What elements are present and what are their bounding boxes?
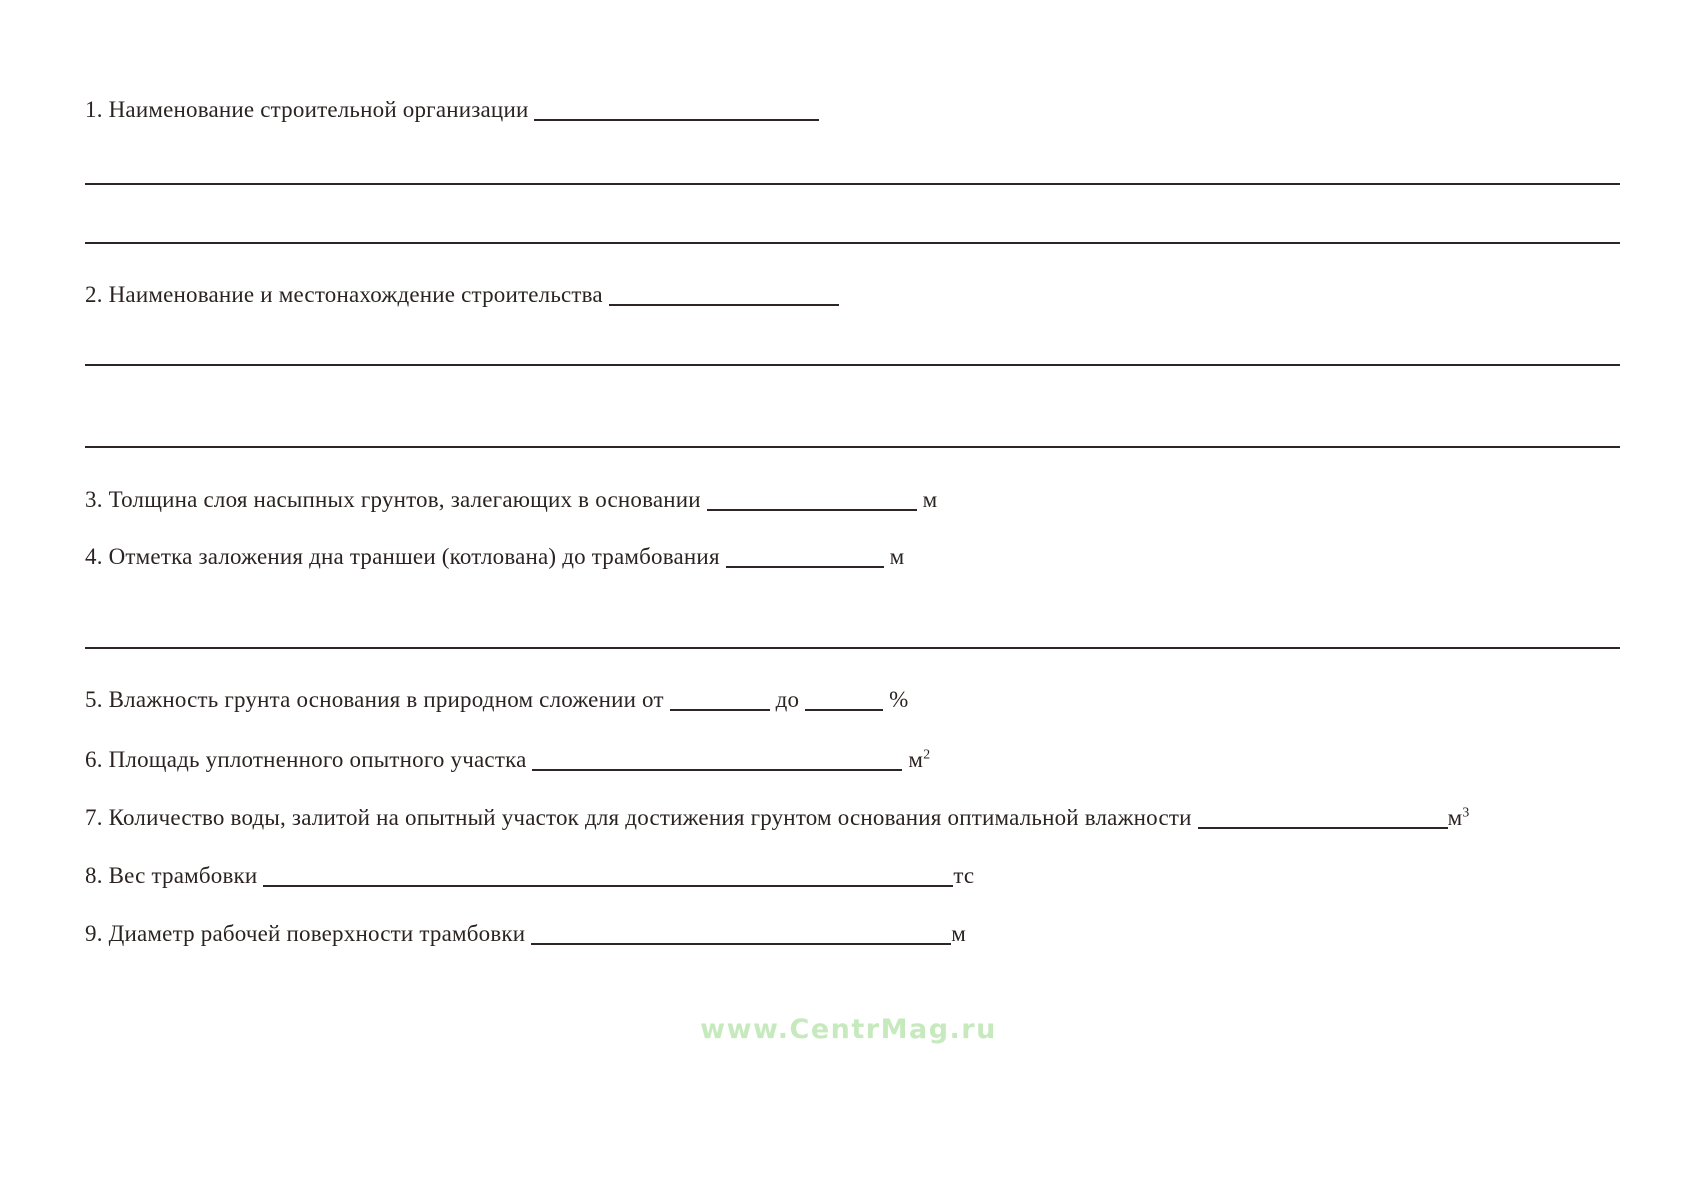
form-line-trench-bottom-elevation xyxy=(85,543,904,571)
form-line-compacted-area xyxy=(85,746,930,774)
fill-in-blank xyxy=(609,281,839,306)
fill-in-blank xyxy=(707,486,917,511)
blank-writing-line xyxy=(85,647,1620,649)
form-line-text: 8. Вес трамбовки xyxy=(85,863,264,888)
centrmag-watermark: www.CentrMag.ru xyxy=(700,1014,997,1045)
form-line-org-name xyxy=(85,96,819,124)
form-line-text: м xyxy=(916,487,938,512)
fill-in-blank xyxy=(726,543,884,568)
fill-in-blank xyxy=(532,746,902,771)
form-line-water-amount xyxy=(85,804,1469,832)
form-line-text: 5. Влажность грунта основания в природном сложении от xyxy=(85,687,670,712)
fill-in-blank xyxy=(805,686,883,711)
blank-writing-line xyxy=(85,446,1620,448)
form-line-rammer-diameter xyxy=(85,920,966,948)
form-line-fill-soil-thickness xyxy=(85,486,937,514)
form-line-text: м xyxy=(951,921,966,946)
fill-in-blank xyxy=(534,96,819,121)
form-line-text: % xyxy=(883,687,909,712)
form-line-text: тс xyxy=(953,863,975,888)
form-line-text: 7. Количество воды, залитой на опытный участок для достижения грунтом основания оптимальной влажности xyxy=(85,805,1198,830)
form-line-soil-moisture-range xyxy=(85,686,908,714)
form-line-text: 3. Толщина слоя насыпных грунтов, залегающих в основании xyxy=(85,487,707,512)
fill-in-blank xyxy=(263,862,953,887)
form-line-text: м xyxy=(902,747,924,772)
blank-writing-line xyxy=(85,183,1620,185)
form-line-text: 6. Площадь уплотненного опытного участка xyxy=(85,747,533,772)
form-line-text: 2. Наименование и местонахождение строительства xyxy=(85,282,609,307)
form-line-text: 4. Отметка заложения дна траншеи (котлована) до трамбования xyxy=(85,544,726,569)
form-line-text: 9. Диаметр рабочей поверхности трамбовки xyxy=(85,921,532,946)
fill-in-blank xyxy=(1198,804,1448,829)
blank-writing-line xyxy=(85,364,1620,366)
unit-superscript: 2 xyxy=(923,746,931,762)
form-line-text: м xyxy=(883,544,905,569)
fill-in-blank xyxy=(531,920,951,945)
fill-in-blank xyxy=(670,686,770,711)
unit-superscript: 3 xyxy=(1462,804,1470,820)
form-line-construction-name-location xyxy=(85,281,839,309)
form-line-text: м xyxy=(1447,805,1463,830)
form-line-rammer-weight xyxy=(85,862,974,890)
blank-writing-line xyxy=(85,242,1620,244)
form-line-text: до xyxy=(769,687,806,712)
form-line-text: 1. Наименование строительной организации xyxy=(85,97,535,122)
